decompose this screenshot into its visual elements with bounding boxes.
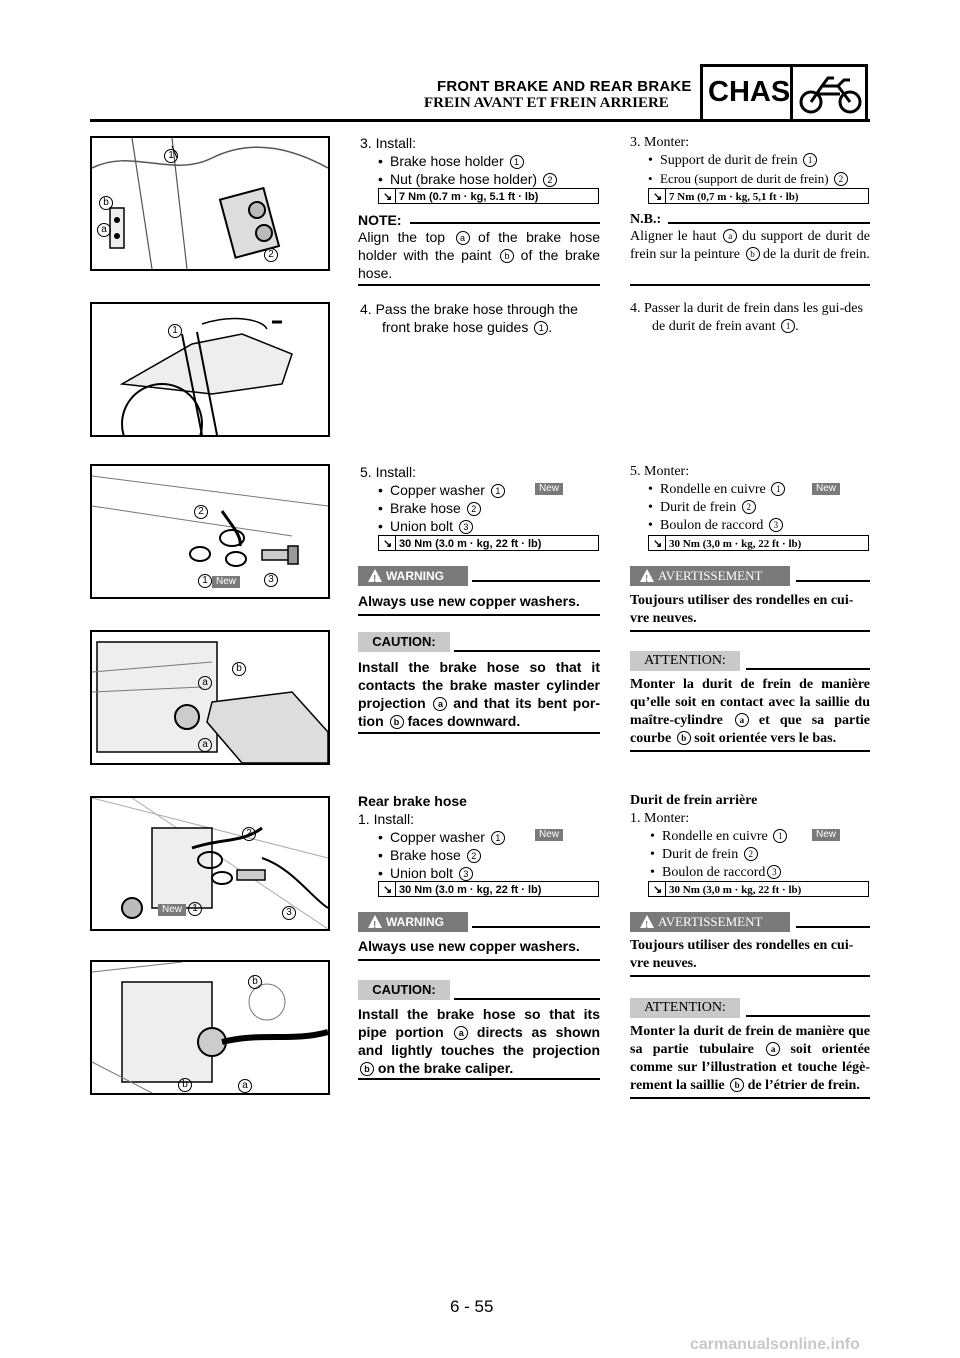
callout-2: 2	[264, 248, 278, 262]
callout-b: b	[248, 975, 262, 989]
fr-rear-step1-title: 1. Monter:	[630, 811, 690, 826]
callout-1: 1	[198, 574, 212, 588]
page-number: 6 - 55	[450, 1297, 494, 1316]
en-rear-warning-badge: ! WARNING	[358, 912, 468, 932]
en-warning-rule-top	[472, 580, 600, 582]
fr-rear-title: Durit de frein arrière	[630, 793, 758, 808]
fr-rear-warning-rule-top	[796, 926, 870, 928]
en-step5	[360, 463, 600, 535]
callout-2: 2	[242, 827, 256, 841]
fr-step5-item1: • Rondelle en cuivre 1	[646, 481, 870, 499]
fr-step5	[630, 463, 870, 535]
en-rear-item3: • Union bolt 3	[376, 864, 600, 882]
en-rear-warning-rule-top	[472, 926, 600, 928]
callout-b: b	[99, 196, 113, 210]
callout-b: b	[178, 1078, 192, 1092]
fr-rear-item2: • Durit de frein 2	[648, 846, 870, 864]
fr-warning-text: Toujours utiliser des rondelles en cui-vre neuves.	[630, 593, 854, 626]
en-torque-30: ↘ 30 Nm (3.0 m · kg, 22 ft · lb)	[378, 535, 599, 551]
fr-note-rule-bottom	[630, 284, 870, 286]
fr-step3-title: 3. Monter:	[630, 135, 690, 150]
en-rear-caution-text: Install the brake hose so that its pipe portion a directs as shown and lightly touches the projection b on the brake caliper.	[358, 1006, 600, 1076]
fr-torque-7: ↘ 7 Nm (0,7 m · kg, 5,1 ft · lb)	[648, 188, 869, 204]
fr-rear-item1: • Rondelle en cuivre 1	[648, 828, 870, 846]
fr-note-text: Aligner le haut a du support de durit de frein sur la peinture b de la durit de frein.	[630, 229, 871, 262]
new-tag: New	[535, 829, 563, 841]
figure-front-hose-guides	[90, 302, 330, 437]
fr-step5-title: 5. Monter:	[630, 464, 690, 479]
fr-step3	[630, 134, 870, 188]
en-note-rule-top	[410, 222, 600, 224]
en-step5-title: 5. Install:	[360, 464, 417, 480]
header-rule	[90, 119, 870, 122]
fr-warning-badge: ! AVERTISSEMENT	[630, 566, 790, 586]
en-rear-item2: • Brake hose 2	[376, 846, 600, 864]
fr-step4: 4. Passer la durit de frein dans les gui-des de durit de frein avant 1 .	[630, 301, 863, 334]
en-rear-caution-rule-top	[454, 998, 600, 1000]
en-rear-title: Rear brake hose	[358, 793, 467, 809]
en-rear-item1: • Copper washer 1	[376, 828, 600, 846]
warning-icon	[640, 569, 654, 582]
section-divider	[790, 64, 793, 119]
fr-rear-caution-rule-bottom	[630, 1097, 870, 1099]
en-step5-item2: • Brake hose 2	[376, 499, 600, 517]
en-rear-caution-rule-bottom	[358, 1078, 600, 1080]
fr-rear-caution-text: Monter la durit de frein de manière que sa partie tubulaire a soit orientée comme sur l’illustration et touche légè-rement la saillie b de l’étrier de frein.	[630, 1024, 870, 1093]
fr-note-rule-top	[668, 222, 870, 224]
warning-icon	[368, 915, 382, 928]
fr-warning-rule-bottom	[630, 630, 870, 632]
callout-a: a	[238, 1079, 252, 1093]
warning-icon	[368, 569, 382, 582]
fr-rear-warning-badge: ! AVERTISSEMENT	[630, 912, 790, 932]
en-caution-text: Install the brake hose so that it contacts the brake master cylinder projection a and that its bent por-tion b faces downward.	[358, 659, 601, 729]
motorcycle-icon	[798, 72, 864, 121]
fr-step3-item2: • Ecrou (support de durit de frein) 2	[646, 170, 870, 188]
figure-brake-hose-holder	[90, 136, 330, 271]
en-caution-rule-top	[454, 650, 600, 652]
en-note-text: Align the top a of the brake hose holder with the paint b of the brake hose.	[358, 229, 601, 281]
header-title-fr: FREIN AVANT ET FREIN ARRIERE	[424, 95, 669, 111]
en-warning-text: Always use new copper washers.	[358, 593, 580, 609]
en-note-rule-bottom	[358, 284, 600, 286]
fr-caution-rule-bottom	[630, 750, 870, 752]
en-step3-item2: • Nut (brake hose holder) 2	[376, 170, 600, 188]
fr-rear-item3: • Boulon de raccord 3	[648, 864, 870, 882]
new-tag: New	[812, 483, 840, 495]
header-title-en: FRONT BRAKE AND REAR BRAKE	[437, 78, 692, 95]
fr-warning-rule-top	[796, 580, 870, 582]
fr-rear-caution-badge: ATTENTION:	[630, 998, 740, 1018]
en-step5-item3: • Union bolt 3	[376, 517, 600, 535]
callout-1: 1	[164, 149, 178, 163]
callout-b: b	[232, 662, 246, 676]
section-label: CHAS	[708, 76, 791, 108]
en-rear-caution-badge: CAUTION:	[358, 980, 450, 1000]
watermark: carmanualsonline.info	[690, 1336, 860, 1353]
new-tag: New	[812, 829, 840, 841]
fr-rear-warning-rule-bottom	[630, 975, 870, 977]
en-rear-section	[358, 792, 600, 882]
en-caution-badge: CAUTION:	[358, 632, 450, 652]
en-warning-badge: ! WARNING	[358, 566, 468, 586]
en-rear-torque-30: ↘ 30 Nm (3.0 m · kg, 22 ft · lb)	[378, 881, 599, 897]
callout-3: 3	[264, 573, 278, 587]
fr-rear-caution-rule-top	[746, 1015, 870, 1017]
new-tag: New	[212, 576, 240, 588]
new-tag: New	[158, 904, 186, 916]
figure-rear-caliper-projection	[90, 960, 330, 1095]
en-step3-item1: • Brake hose holder 1	[376, 152, 600, 170]
fr-step3-item1: • Support de durit de frein 1	[646, 152, 870, 170]
fr-caution-text: Monter la durit de frein de manière qu’elle soit en contact avec la saillie du maître-cylindre a et que sa partie courbe b soit orientée vers le bas.	[630, 677, 870, 746]
en-rear-warning-rule-bottom	[358, 959, 600, 961]
callout-3: 3	[282, 906, 296, 920]
callout-a: a	[97, 223, 111, 237]
fr-rear-torque-30: ↘ 30 Nm (3,0 m · kg, 22 ft · lb)	[648, 881, 869, 897]
callout-a: a	[198, 676, 212, 690]
fr-step5-item2: • Durit de frein 2	[646, 499, 870, 517]
callout-1: 1	[168, 324, 182, 338]
callout-a: a	[198, 738, 212, 752]
warning-icon	[640, 915, 654, 928]
callout-1: 1	[188, 902, 202, 916]
fr-caution-rule-top	[746, 668, 870, 670]
fr-caution-badge: ATTENTION:	[630, 651, 740, 671]
new-tag: New	[535, 483, 563, 495]
en-torque-7: ↘ 7 Nm (0.7 m · kg, 5.1 ft · lb)	[378, 188, 599, 204]
fr-note-label: N.B.:	[630, 212, 662, 227]
en-note-label: NOTE:	[358, 212, 402, 228]
fr-step5-item3: • Boulon de raccord 3	[646, 517, 870, 535]
en-step3	[360, 134, 600, 188]
en-rear-step1-title: 1. Install:	[358, 811, 415, 827]
fr-torque-30: ↘ 30 Nm (3,0 m · kg, 22 ft · lb)	[648, 535, 869, 551]
en-rear-warning-text: Always use new copper washers.	[358, 938, 580, 954]
fr-rear-warning-text: Toujours utiliser des rondelles en cui-vre neuves.	[630, 938, 854, 971]
callout-2: 2	[194, 505, 208, 519]
en-step4: 4. Pass the brake hose through the front brake hose guides 1 .	[360, 301, 578, 335]
en-step3-title: 3. Install:	[360, 135, 417, 151]
en-warning-rule-bottom	[358, 614, 600, 616]
en-caution-rule-bottom	[358, 732, 600, 734]
en-step5-item1: • Copper washer 1	[376, 481, 600, 499]
